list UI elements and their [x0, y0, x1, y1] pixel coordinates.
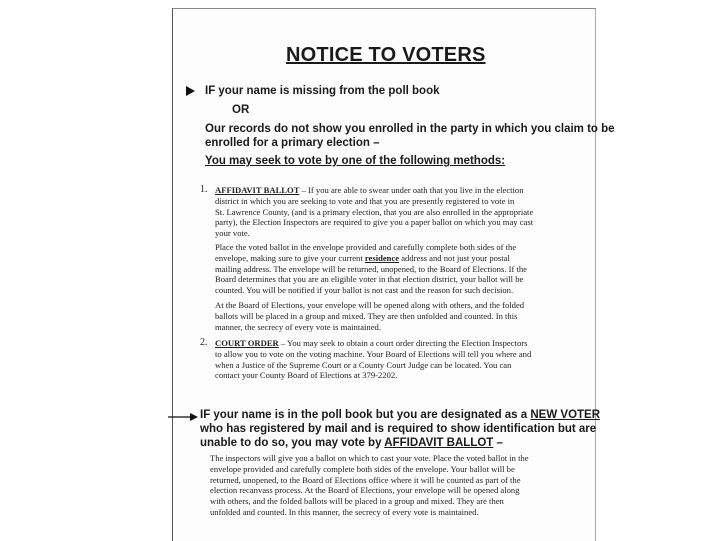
enrollment-line-1: Our records do not show you enrolled in the party in which you claim to be: [205, 123, 615, 135]
affidavit-ballot-paragraph-1: AFFIDAVIT BALLOT – If you are able to swear under oath that you live in the election district in which you are seeking to vote and that you are presently registered to vote in St. Lawrence County, (and is a primary election, that you are also enrolled in the appropriate party), the Election Inspectors are required to give you a paper ballot on which you may cast your vote.: [215, 185, 534, 239]
residence-emphasis: residence: [364, 252, 400, 263]
long-arrow-right-icon: [168, 412, 198, 422]
affidavit-ballot-paragraph-2: Place the voted ballot in the envelope provided and carefully complete both sides of the envelope, making sure to give your current residence address and not just your postal mailing address. The envelope will be returned, unopened, to the Board of Elections. If the Board determines that you are an eligible voter in that election district, your ballot will be counted. You will be notified if your ballot is not cast and the reason for such decision.: [215, 242, 527, 296]
affidavit-ballot-emphasis: AFFIDAVIT BALLOT: [384, 437, 494, 449]
page-title: NOTICE TO VOTERS: [286, 44, 486, 66]
enrollment-line-2: enrolled for a primary election –: [205, 137, 380, 149]
missing-name-line: IF your name is missing from the poll book: [205, 85, 440, 97]
affidavit-ballot-heading: AFFIDAVIT BALLOT: [215, 185, 300, 195]
new-voter-line-3: unable to do so, you may vote by AFFIDAVIT BALLOT –: [200, 437, 503, 449]
court-order-paragraph: COURT ORDER – You may seek to obtain a court order directing the Election Inspectors to allow you to vote on the voting machine. Your Board of Elections will tell you where and when a Justice of the Supreme Court or a County Court Judge can be located. You can contact your County Board of Elections at 379-2202.: [215, 338, 532, 381]
new-voter-line-2: who has registered by mail and is required to show identification but are: [200, 423, 597, 435]
new-voter-emphasis: NEW VOTER: [530, 409, 601, 421]
new-voter-line-1: IF your name is in the poll book but you are designated as a NEW VOTER: [200, 409, 601, 421]
affidavit-ballot-paragraph-3: At the Board of Elections, your envelope will be opened along with others, and the folded ballots will be placed in a group and mixed. They are then unfolded and counted. In this manner, the secrecy of every vote is maintained.: [215, 300, 525, 332]
new-voter-paragraph: The inspectors will give you a ballot on which to cast your vote. Place the voted ballot in the envelope provided and carefully complete both sides of the envelope. Your ballot will be returned, unopened, to the Board of Elections office where it will be counted as part of the election recanvass process. At the Board of Elections, your envelope will be opened along with others, and the folded ballots will be placed in a group and mixed. They are then unfolded and counted. In this manner, the secrecy of every vote is maintained.: [210, 453, 529, 517]
item-1-number: 1.: [200, 184, 208, 195]
or-text: OR: [232, 104, 250, 116]
court-order-heading: COURT ORDER: [215, 338, 279, 348]
arrow-right-icon: [186, 86, 195, 96]
item-2-number: 2.: [200, 337, 208, 348]
methods-heading: You may seek to vote by one of the following methods:: [205, 155, 506, 167]
